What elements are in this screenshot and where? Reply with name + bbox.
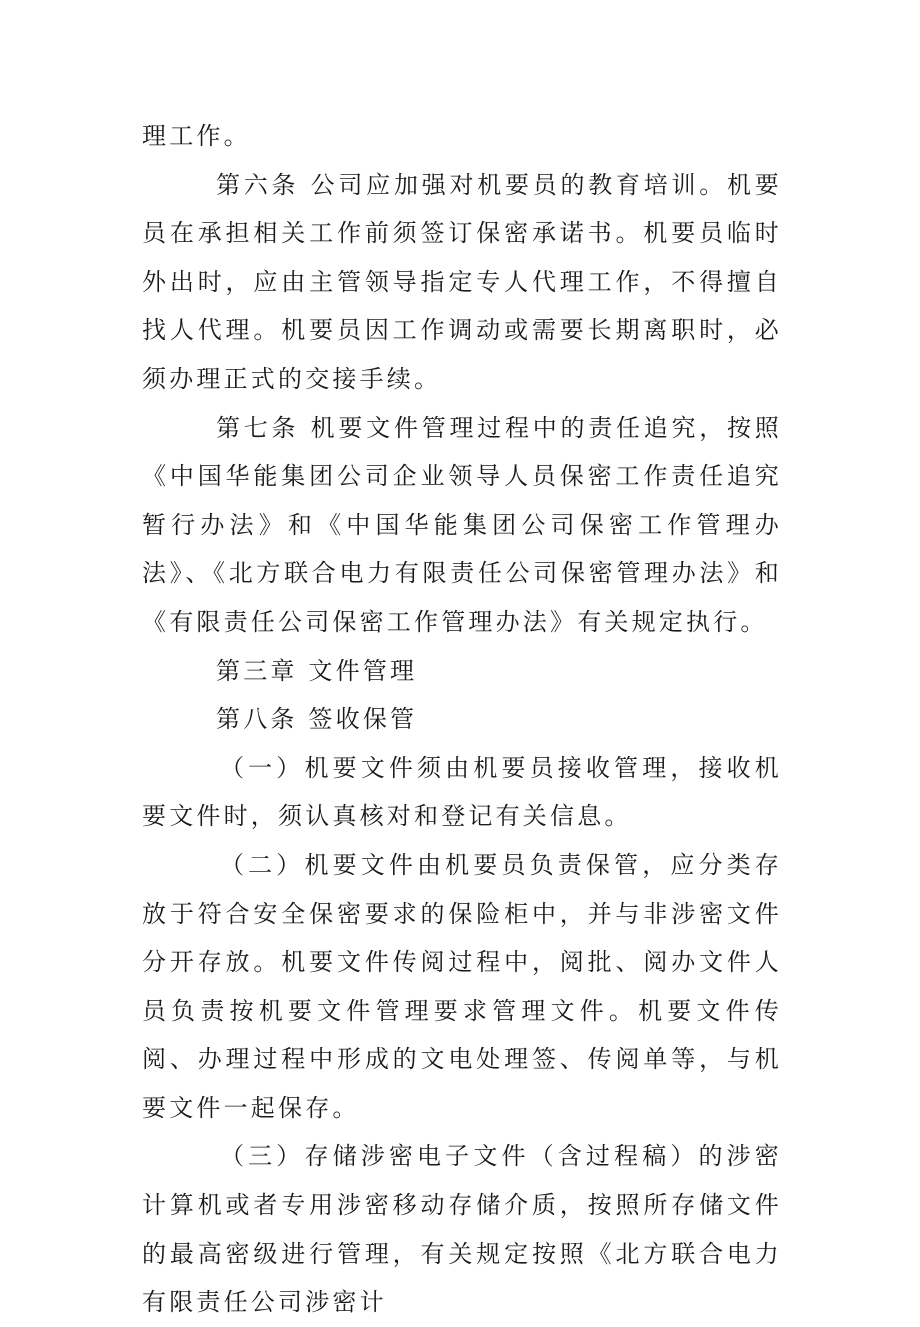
item-2-paragraph: （二）机要文件由机要员负责保管，应分类存放于符合安全保密要求的保险柜中，并与非涉密文件分开存放。机要文件传阅过程中，阅批、阅办文件人员负责按机要文件管理要求管理文件。机要文件传阅、办理过程中形成的文电处理签、传阅单等，与机要文件一起保存。 bbox=[142, 850, 782, 1122]
article-7-paragraph: 第七条 机要文件管理过程中的责任追究，按照《中国华能集团公司企业领导人员保密工作责任追究暂行办法》和《中国华能集团公司保密工作管理办法》、《北方联合电力有限责任公司保密管理办法》和《有限责任公司保密工作管理办法》有关规定执行。 bbox=[142, 413, 782, 636]
paragraph-continuation: 理工作。 bbox=[142, 122, 251, 150]
chapter-3-heading: 第三章 文件管理 bbox=[216, 656, 418, 685]
article-6-paragraph: 第六条 公司应加强对机要员的教育培训。机要员在承担相关工作前须签订保密承诺书。机要员临时外出时，应由主管领导指定专人代理工作，不得擅自找人代理。机要员因工作调动或需要长期离职时，必须办理正式的交接手续。 bbox=[142, 170, 782, 393]
document-body bbox=[142, 112, 782, 1327]
article-8-heading: 第八条 签收保管 bbox=[216, 705, 418, 734]
item-1-paragraph: （一）机要文件须由机要员接收管理，接收机要文件时，须认真核对和登记有关信息。 bbox=[142, 753, 782, 831]
item-3-paragraph: （三）存储涉密电子文件（含过程稿）的涉密计算机或者专用涉密移动存储介质，按照所存储文件的最高密级进行管理，有关规定按照《北方联合电力有限责任公司涉密计 bbox=[142, 1142, 782, 1317]
